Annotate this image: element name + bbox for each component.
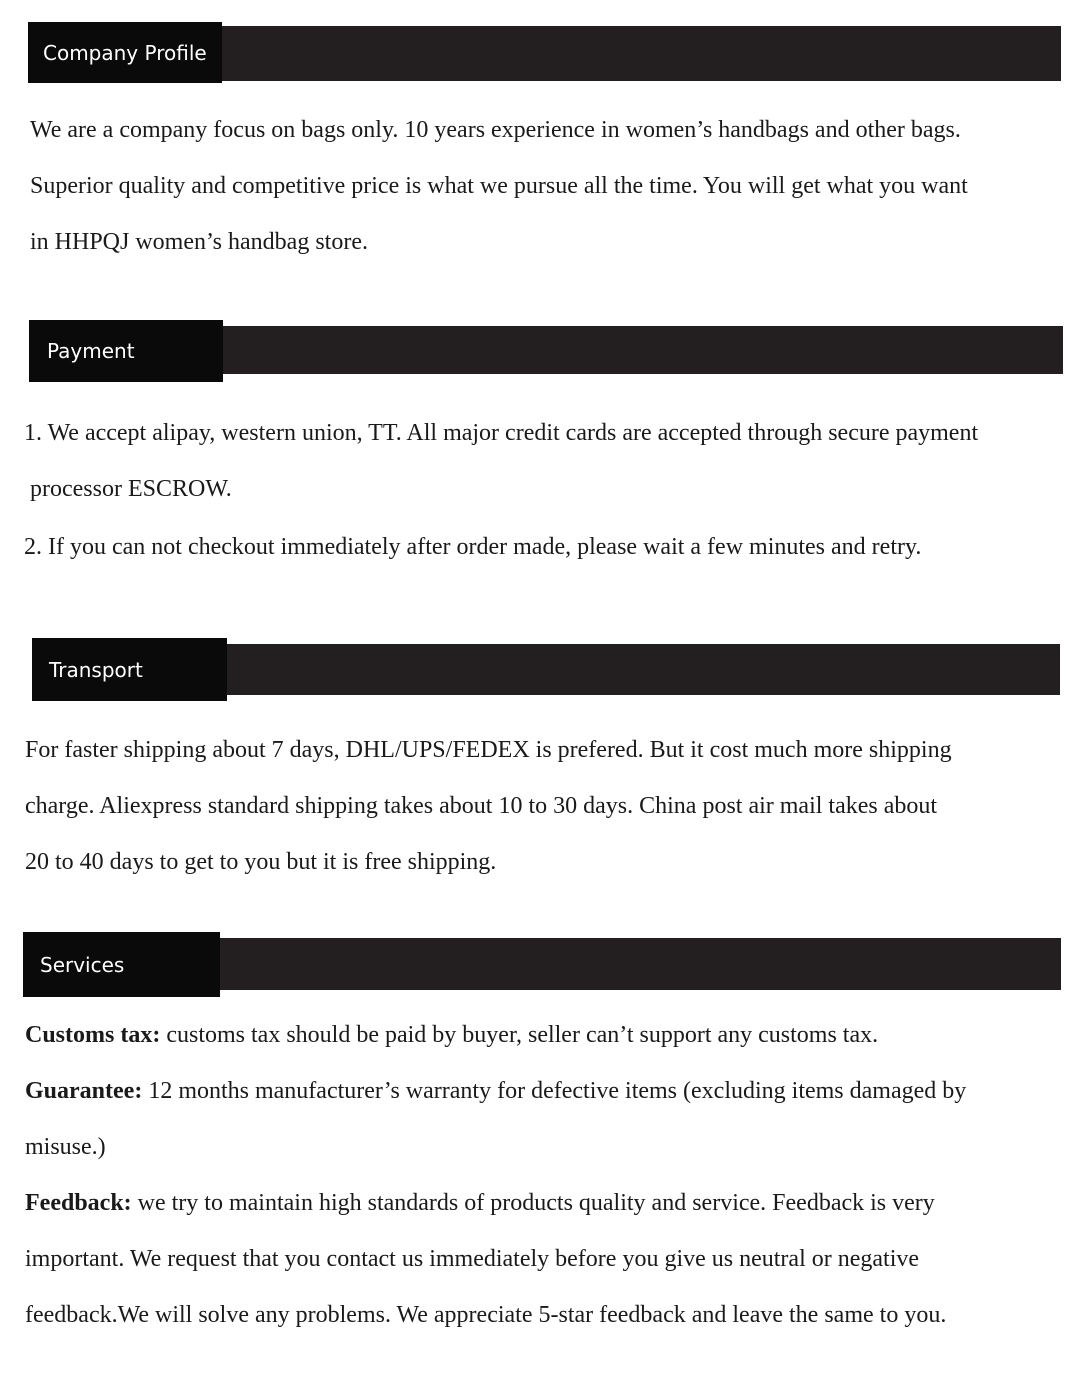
payment-heading: Payment <box>29 320 223 382</box>
payment-line-3: 2. If you can not checkout immediately after order made, please wait a few minutes and retry. <box>24 534 922 560</box>
services-guarantee-line <box>25 1076 966 1106</box>
company-profile-line-3: in HHPQJ women’s handbag store. <box>30 229 368 255</box>
company-profile-header-bar <box>220 26 1061 81</box>
guarantee-text: 12 months manufacturer’s warranty for defective items (excluding items damaged by <box>142 1078 967 1104</box>
payment-line-1: 1. We accept alipay, western union, TT. All major credit cards are accepted through secure payment <box>24 420 979 446</box>
payment-header-bar <box>222 326 1063 374</box>
services-heading: Services <box>23 932 220 997</box>
feedback-text: we try to maintain high standards of products quality and service. Feedback is very <box>131 1190 935 1216</box>
services-guarantee-continuation: misuse.) <box>25 1134 106 1160</box>
services-feedback-continuation-2: feedback.We will solve any problems. We appreciate 5-star feedback and leave the same to you. <box>25 1302 947 1328</box>
transport-line-2: charge. Aliexpress standard shipping takes about 10 to 30 days. China post air mail takes about <box>25 793 938 819</box>
transport-line-3: 20 to 40 days to get to you but it is free shipping. <box>25 849 497 875</box>
company-profile-line-2: Superior quality and competitive price is what we pursue all the time. You will get what you want <box>30 173 968 199</box>
payment-line-2: processor ESCROW. <box>30 476 232 502</box>
transport-line-1: For faster shipping about 7 days, DHL/UPS/FEDEX is prefered. But it cost much more shipping <box>25 737 952 763</box>
services-header-bar <box>218 938 1061 990</box>
guarantee-label: Guarantee: <box>25 1078 143 1104</box>
transport-heading: Transport <box>32 638 227 701</box>
feedback-label: Feedback: <box>25 1190 132 1216</box>
transport-header-bar <box>226 644 1060 695</box>
customs-tax-label: Customs tax: <box>25 1022 161 1048</box>
services-feedback-continuation-1: important. We request that you contact us immediately before you give us neutral or negative <box>25 1246 920 1272</box>
customs-tax-text: customs tax should be paid by buyer, seller can’t support any customs tax. <box>160 1022 879 1048</box>
company-profile-line-1: We are a company focus on bags only. 10 years experience in women’s handbags and other bags. <box>30 117 961 143</box>
services-feedback-line <box>25 1188 935 1218</box>
company-profile-heading: Company Profile <box>28 22 222 83</box>
services-customs-line <box>25 1020 878 1050</box>
